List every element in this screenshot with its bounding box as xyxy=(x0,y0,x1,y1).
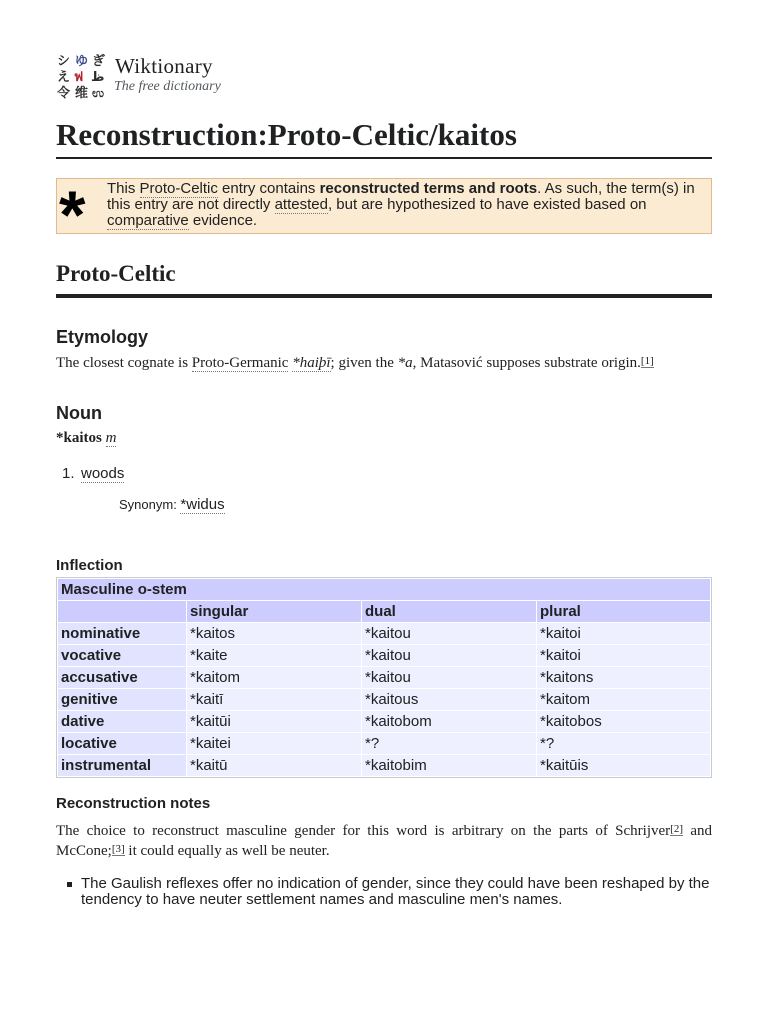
etymology-text: The closest cognate is Proto-Germanic *haiþī; given the *a, Matasović supposes substrate origin.[1] xyxy=(56,355,654,371)
table-caption: Masculine o-stem xyxy=(58,579,710,600)
table-row xyxy=(58,733,710,754)
page-title: Reconstruction:Proto-Celtic/kaitos xyxy=(56,115,712,159)
table-cell: *kaitom xyxy=(187,667,361,688)
column-header: plural xyxy=(537,601,710,622)
asterisk-icon: * xyxy=(59,177,86,253)
a-form: *a xyxy=(397,355,413,371)
language-heading: Proto-Celtic xyxy=(56,260,712,296)
table-row xyxy=(58,755,710,776)
column-header: singular xyxy=(187,601,361,622)
logo-wordmark: Wiktionary xyxy=(115,54,213,78)
table-cell: *kaitou xyxy=(362,645,536,666)
table-row xyxy=(58,689,710,710)
table-cell: *kaitū xyxy=(187,755,361,776)
notice-text: This Proto-Celtic entry contains reconstructed terms and roots. As such, the term(s) in this entry are not directly attested, but are hypothesized to have existed based on comparative evidence. xyxy=(107,180,695,229)
headword-line xyxy=(56,430,116,447)
table-cell: *? xyxy=(362,733,536,754)
table-caption-row xyxy=(58,579,710,600)
table-row xyxy=(58,667,710,688)
table-cell: *kaitei xyxy=(187,733,361,754)
table-cell: *? xyxy=(537,733,710,754)
notes-bullet-list xyxy=(56,876,712,908)
headword: *kaitos xyxy=(56,430,102,446)
case-label: dative xyxy=(58,711,186,732)
table-cell: *kaitī xyxy=(187,689,361,710)
reference-1-link[interactable]: [1] xyxy=(640,355,654,367)
woods-link[interactable]: woods xyxy=(81,465,125,482)
table-cell: *kaite xyxy=(187,645,361,666)
wiktionary-logo-icon xyxy=(56,52,108,100)
language-divider xyxy=(56,296,712,298)
svg-text:ಉ: ಉ xyxy=(92,86,105,100)
table-header-row xyxy=(58,601,710,622)
case-label: vocative xyxy=(58,645,186,666)
svg-text:维: 维 xyxy=(75,86,89,100)
inflection-table xyxy=(56,577,712,778)
bullet-icon xyxy=(67,882,72,887)
case-label: instrumental xyxy=(58,755,186,776)
sense-item: 1. woods xyxy=(62,465,125,482)
table-row xyxy=(58,623,710,644)
etymology-heading: Etymology xyxy=(56,327,149,347)
svg-text:シ: シ xyxy=(57,54,71,69)
table-cell: *kaitoi xyxy=(537,623,710,644)
svg-text:ฟ: ฟ xyxy=(74,70,84,85)
column-header xyxy=(58,601,186,622)
reconstruction-notes-text: The choice to reconstruct masculine gender for this word is arbitrary on the parts of Schrijver[2] and McCone;[3] it could equally as well be neuter. xyxy=(56,823,712,859)
cognate-link[interactable]: *haiþī xyxy=(292,355,331,371)
reconstruction-notice xyxy=(56,177,712,253)
inflection-heading: Inflection xyxy=(56,557,123,574)
table-cell: *kaitou xyxy=(362,667,536,688)
table-cell: *kaitūis xyxy=(537,755,710,776)
column-header: dual xyxy=(362,601,536,622)
table-cell: *kaitom xyxy=(537,689,710,710)
table-cell: *kaitobim xyxy=(362,755,536,776)
svg-text:令: 令 xyxy=(57,86,71,100)
list-item: The Gaulish reflexes offer no indication of gender, since they could have been reshaped by the tendency to have neuter settlement names and masculine men's names. xyxy=(56,876,712,908)
sense-list xyxy=(62,465,124,482)
reference-2-link[interactable]: [2] xyxy=(670,823,683,835)
proto-germanic-link[interactable]: Proto-Germanic xyxy=(191,355,289,371)
table-cell: *kaitos xyxy=(187,623,361,644)
case-label: locative xyxy=(58,733,186,754)
table-cell: *kaitous xyxy=(362,689,536,710)
notice-bold-text: reconstructed terms and roots xyxy=(319,180,538,197)
svg-text:ぎ: ぎ xyxy=(92,54,106,69)
table-cell: *kaitou xyxy=(362,623,536,644)
reference-3-link[interactable]: [3] xyxy=(111,843,125,855)
attested-link[interactable]: attested xyxy=(274,196,328,213)
table-cell: *kaitobos xyxy=(537,711,710,732)
table-cell: *kaitons xyxy=(537,667,710,688)
case-label: accusative xyxy=(58,667,186,688)
table-cell: *kaitūi xyxy=(187,711,361,732)
table-row xyxy=(58,711,710,732)
svg-text:ゆ: ゆ xyxy=(75,54,89,69)
logo-tagline: The free dictionary xyxy=(114,79,221,94)
table-cell: *kaitobom xyxy=(362,711,536,732)
synonym-line: Synonym: *widus xyxy=(119,496,225,513)
svg-text:え: え xyxy=(57,70,71,85)
noun-heading: Noun xyxy=(56,403,102,423)
site-logo[interactable] xyxy=(56,52,256,102)
table-cell: *kaitoi xyxy=(537,645,710,666)
case-label: nominative xyxy=(58,623,186,644)
comparative-link[interactable]: comparative xyxy=(107,212,189,229)
table-row xyxy=(58,645,710,666)
synonym-link[interactable]: *widus xyxy=(180,496,225,513)
case-label: genitive xyxy=(58,689,186,710)
proto-celtic-link[interactable]: Proto-Celtic xyxy=(139,180,218,197)
reconstruction-notes-heading: Reconstruction notes xyxy=(56,795,211,812)
svg-text:ظ: ظ xyxy=(91,70,105,85)
gender-abbr[interactable]: m xyxy=(105,430,117,446)
